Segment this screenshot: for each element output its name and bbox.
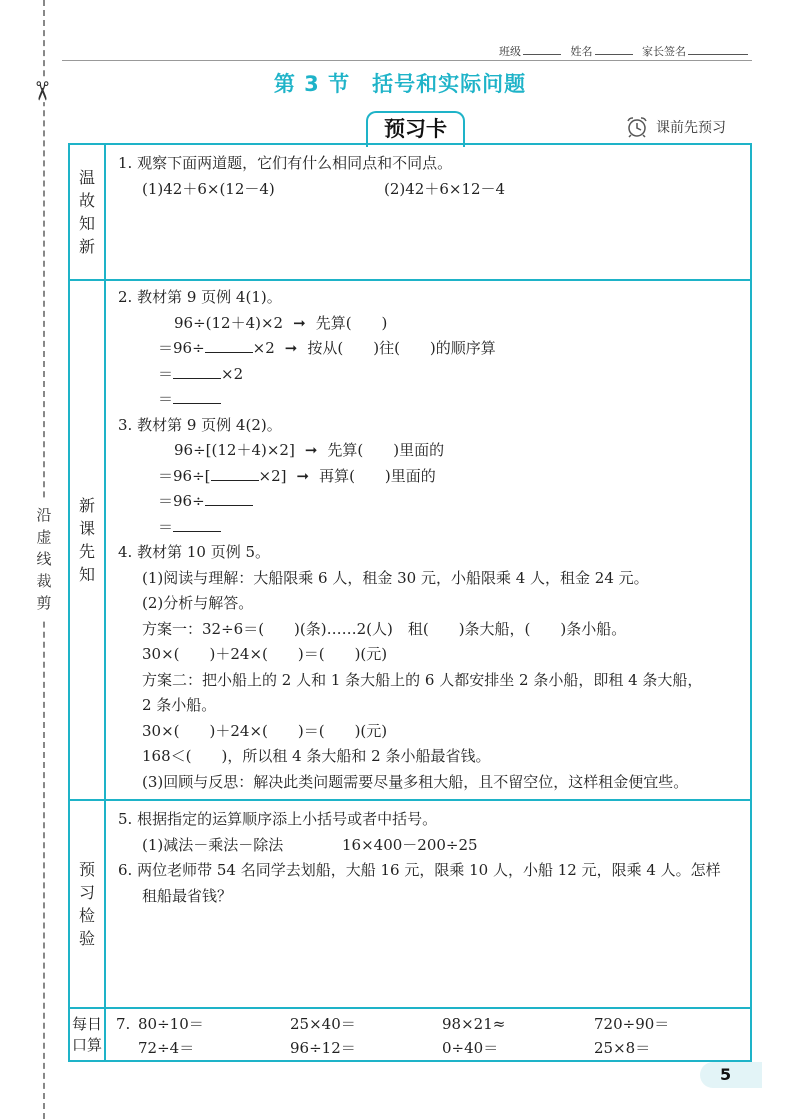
expr: ＝ bbox=[158, 390, 174, 408]
expr: 96÷[(12＋4)×2] bbox=[174, 441, 295, 459]
side-char: 验 bbox=[78, 929, 95, 948]
q2-step-1 bbox=[118, 311, 744, 337]
question-1-items bbox=[118, 177, 744, 203]
q4-reflection: (3)回顾与反思：解决此类问题需要尽量多租大船，且不留空位，这样租金便宜些。 bbox=[142, 772, 689, 791]
side-word: 口算 bbox=[71, 1035, 102, 1054]
new-knowledge-side-label bbox=[69, 280, 105, 800]
side-char: 新 bbox=[78, 237, 95, 256]
daily-calc-grid bbox=[116, 1012, 744, 1060]
expr: 96÷(12＋4)×2 bbox=[174, 313, 284, 332]
calc-item[interactable]: 0÷40＝ bbox=[442, 1039, 499, 1057]
question-4: 4. 教材第 10 页例 5。 bbox=[118, 543, 271, 561]
answer-blank[interactable] bbox=[205, 491, 253, 506]
name-label: 姓名 bbox=[570, 45, 593, 58]
q3-step-4 bbox=[118, 515, 744, 541]
q3-step-1 bbox=[118, 438, 744, 464]
question-1a: (1)42＋6×(12－4) bbox=[142, 179, 275, 198]
q4-plan-2: 方案二：把小船上的 2 人和 1 条大船上的 6 人都安排坐 2 条小船，即租 4 条大船， bbox=[142, 670, 703, 689]
question-5: 5. 根据指定的运算顺序添上小括号或者中括号。 bbox=[118, 810, 438, 828]
arrow-icon: ➞ bbox=[284, 339, 298, 357]
alarm-clock-icon bbox=[624, 116, 650, 138]
review-row bbox=[69, 144, 751, 280]
answer-blank[interactable] bbox=[173, 389, 221, 404]
q4-plan-2-cont: 2 条小船。 bbox=[142, 696, 217, 714]
question-6: 6. 两位老师带 54 名同学去划船，大船 16 元，限乘 10 人，小船 12 元，限乘 4 人。怎样 bbox=[118, 861, 721, 879]
side-char: 新 bbox=[78, 496, 95, 515]
section-number: 第 3 节 bbox=[273, 72, 351, 96]
class-label: 班级 bbox=[499, 45, 521, 58]
side-char: 温 bbox=[78, 168, 95, 187]
q3-step-2 bbox=[118, 464, 744, 490]
daily-calc-content bbox=[105, 1008, 751, 1061]
class-field[interactable] bbox=[523, 40, 561, 55]
calc-item[interactable]: 25×8＝ bbox=[594, 1039, 651, 1057]
side-char: 习 bbox=[78, 883, 95, 902]
expr: ＝ bbox=[158, 364, 174, 383]
expr: ＝96÷ bbox=[158, 339, 205, 357]
question-3: 3. 教材第 9 页例 4(2)。 bbox=[118, 415, 282, 434]
side-char: 课 bbox=[78, 519, 95, 538]
check-row bbox=[69, 800, 751, 1008]
calc-item[interactable]: 80÷10＝ bbox=[138, 1015, 204, 1033]
note: 先算( )里面的 bbox=[327, 441, 445, 459]
arrow-icon: ➞ bbox=[293, 313, 306, 332]
cut-char: 沿 bbox=[36, 506, 52, 524]
q3-step-3 bbox=[118, 489, 744, 515]
question-7: 7. bbox=[116, 1015, 131, 1033]
cut-char: 线 bbox=[36, 550, 52, 568]
scissors-icon: ✂ bbox=[25, 80, 56, 102]
question-5-1 bbox=[118, 833, 744, 859]
expr: ×2 bbox=[252, 339, 275, 357]
name-field[interactable] bbox=[595, 40, 633, 55]
q2-step-4 bbox=[118, 387, 744, 413]
question-1: 1. 观察下面两道题，它们有什么相同点和不同点。 bbox=[118, 154, 453, 172]
note: 先算( ) bbox=[315, 313, 388, 332]
side-char: 先 bbox=[78, 542, 95, 561]
new-knowledge-content bbox=[105, 280, 751, 800]
answer-blank[interactable] bbox=[173, 517, 221, 532]
parent-signature-label: 家长签名 bbox=[642, 45, 686, 58]
check-content bbox=[105, 800, 751, 1008]
answer-blank[interactable] bbox=[173, 364, 221, 379]
daily-side-label bbox=[69, 1008, 105, 1061]
side-char: 知 bbox=[78, 214, 95, 233]
q4-reading: (1)阅读与理解：大船限乘 6 人，租金 30 元，小船限乘 4 人，租金 24 元。 bbox=[142, 568, 649, 587]
calc-item[interactable]: 720÷90＝ bbox=[594, 1015, 670, 1033]
card-title: 预习卡 bbox=[366, 111, 465, 147]
cut-char: 虚 bbox=[36, 528, 52, 546]
student-info bbox=[499, 40, 748, 59]
preview-badge bbox=[624, 116, 726, 138]
arrow-icon: ➞ bbox=[296, 466, 310, 485]
q4-analysis: (2)分析与解答。 bbox=[142, 594, 254, 612]
q4-compare[interactable]: 168＜( )，所以租 4 条大船和 2 条小船最省钱。 bbox=[142, 747, 491, 765]
parent-signature-field[interactable] bbox=[688, 40, 748, 55]
side-char: 检 bbox=[78, 906, 95, 925]
expr: ×2] bbox=[258, 466, 287, 485]
expr: ×2 bbox=[221, 364, 244, 383]
q5-order: (1)减法－乘法－除法 bbox=[142, 835, 284, 854]
q2-step-3 bbox=[118, 362, 744, 388]
expr: ＝96÷ bbox=[158, 492, 205, 510]
section-title bbox=[0, 68, 800, 98]
page-number: 5 bbox=[700, 1062, 762, 1088]
header-rule bbox=[62, 60, 752, 61]
section-name: 括号和实际问题 bbox=[372, 72, 527, 96]
arrow-icon: ➞ bbox=[304, 441, 318, 459]
q4-plan-1[interactable]: 方案一：32÷6＝( )(条)……2(人) 租( )条大船，( )条小船。 bbox=[142, 619, 627, 638]
q5-expression[interactable]: 16×400－200÷25 bbox=[342, 835, 478, 854]
cut-char: 剪 bbox=[36, 594, 52, 612]
note: 再算( )里面的 bbox=[319, 466, 436, 485]
side-char: 预 bbox=[78, 860, 95, 879]
side-word: 每日 bbox=[71, 1014, 102, 1033]
new-knowledge-row bbox=[69, 280, 751, 800]
daily-calc-row bbox=[69, 1008, 751, 1061]
question-6-cont: 租船最省钱？ bbox=[142, 886, 233, 905]
calc-item[interactable]: 98×21≈ bbox=[442, 1015, 506, 1033]
cut-char: 裁 bbox=[36, 572, 52, 590]
question-2: 2. 教材第 9 页例 4(1)。 bbox=[118, 288, 282, 306]
preview-card-table bbox=[68, 143, 752, 1062]
expr: ＝96÷[ bbox=[158, 466, 211, 485]
q2-step-2 bbox=[118, 336, 744, 362]
question-1b: (2)42＋6×12－4 bbox=[384, 179, 506, 198]
expr: ＝ bbox=[158, 517, 174, 536]
review-content bbox=[105, 144, 751, 280]
calc-item[interactable]: 25×40＝ bbox=[290, 1015, 356, 1033]
calc-item[interactable]: 72÷4＝ bbox=[138, 1039, 195, 1057]
side-char: 知 bbox=[78, 565, 95, 584]
check-side-label bbox=[69, 800, 105, 1008]
answer-blank[interactable] bbox=[205, 338, 253, 353]
q4-plan-1-calc[interactable]: 30×( )＋24×( )＝( )(元) bbox=[142, 645, 388, 663]
review-side-label bbox=[69, 144, 105, 280]
q4-plan-2-calc[interactable]: 30×( )＋24×( )＝( )(元) bbox=[142, 721, 388, 740]
calc-item[interactable]: 96÷12＝ bbox=[290, 1039, 356, 1057]
preview-badge-label: 课前先预习 bbox=[656, 120, 726, 136]
side-char: 故 bbox=[78, 191, 95, 210]
answer-blank[interactable] bbox=[211, 466, 259, 481]
note: 按从( )往( )的顺序算 bbox=[307, 339, 496, 357]
cut-instruction bbox=[31, 500, 57, 618]
